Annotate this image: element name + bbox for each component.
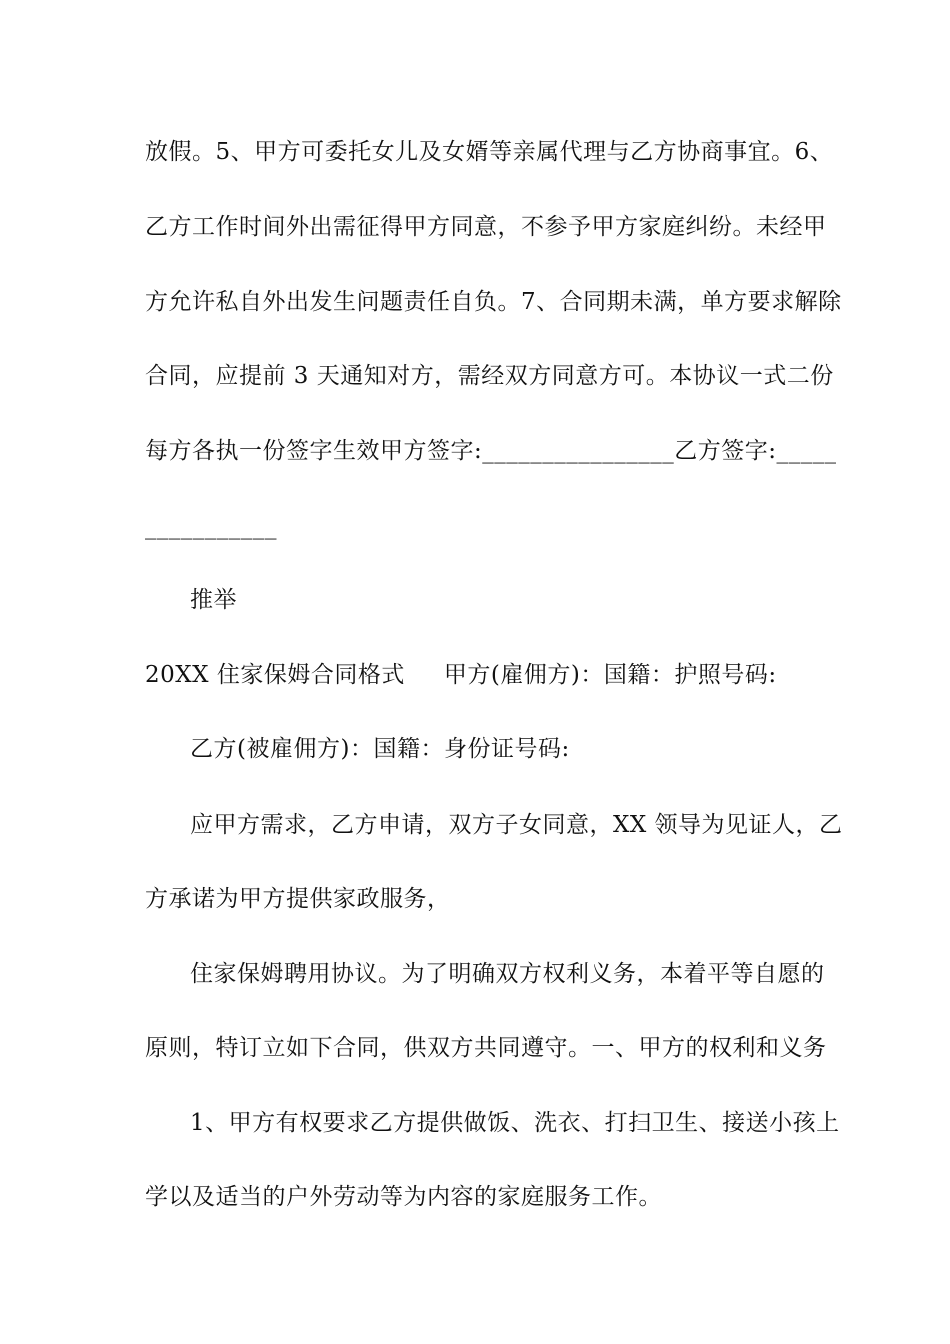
paragraph-line: 应甲方需求，乙方申请，双方子女同意，XX 领导为见证人，乙 [190, 812, 843, 838]
paragraph-line: 方允许私自外出发生问题责任自负。7、合同期未满，单方要求解除 [145, 289, 842, 315]
paragraph-line: 合同，应提前 3 天通知对方，需经双方同意方可。本协议一式二份 [145, 363, 834, 389]
signature-line-continued: ___________ [145, 514, 277, 540]
paragraph-line: 放假。5、甲方可委托女儿及女婿等亲属代理与乙方协商事宜。6、 [145, 139, 834, 165]
contract-title-line: 20XX 住家保姆合同格式 甲方(雇佣方)：国籍：护照号码: [145, 662, 777, 688]
paragraph-line: 方承诺为甲方提供家政服务， [145, 886, 451, 912]
paragraph-line: 乙方工作时间外出需征得甲方同意，不参予甲方家庭纠纷。未经甲 [145, 214, 827, 240]
clause-line: 学以及适当的户外劳动等为内容的家庭服务工作。 [145, 1184, 662, 1210]
paragraph-line: 原则，特订立如下合同，供双方共同遵守。一、甲方的权利和义务 [145, 1035, 827, 1061]
section-heading: 推举 [190, 587, 237, 613]
clause-line: 1、甲方有权要求乙方提供做饭、洗衣、打扫卫生、接送小孩上 [190, 1110, 840, 1136]
signature-line: 每方各执一份签字生效甲方签字:________________乙方签字:_____ [145, 438, 837, 464]
paragraph-line: 住家保姆聘用协议。为了明确双方权利义务，本着平等自愿的 [190, 961, 825, 987]
party-b-line: 乙方(被雇佣方)：国籍：身份证号码: [190, 736, 570, 762]
